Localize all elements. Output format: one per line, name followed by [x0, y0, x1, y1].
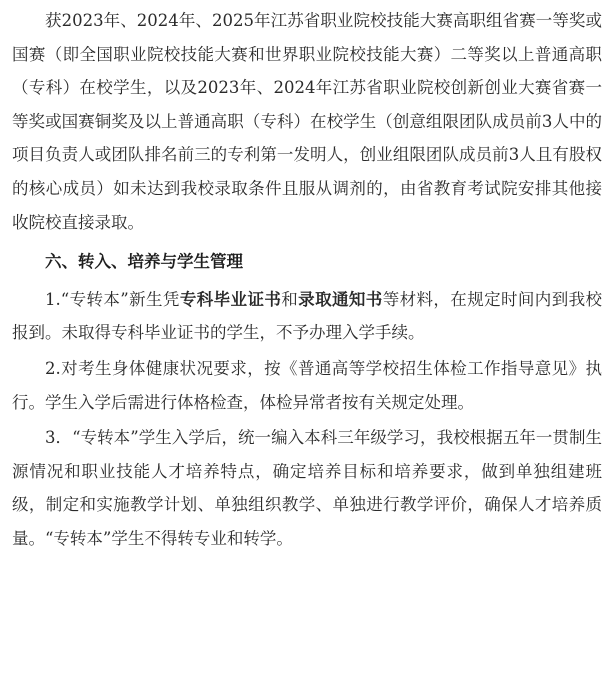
item-1-bold-admission-notice: 录取通知书	[298, 289, 383, 309]
item-2-paragraph: 2.对考生身体健康状况要求，按《普通高等学校招生体检工作指导意见》执行。学生入学后需进行体格检查，体检异常者按有关规定处理。	[12, 358, 602, 412]
item-1-prefix: 1.“专转本”新生凭	[45, 289, 180, 309]
item-1-mid: 和	[281, 289, 299, 309]
intro-paragraph: 获2023年、2024年、2025年江苏省职业院校技能大赛高职组省赛一等奖或国赛（即全国职业院校技能大赛和世界职业院校技能大赛）二等奖以上普通高职（专科）在校学生，以及2023年、2024年江苏省职业院校创新创业大赛省赛一等奖或国赛铜奖及以上普通高职（专科）在校学生（创意组限团队成员前3人中的项目负责人或团队排名前三的专利第一发明人，创业组限团队成员前3人且有股权的核心成员）如未达到我校录取条件且服从调剂的，由省教育考试院安排其他接收院校直接录取。	[12, 11, 602, 232]
item-3-paragraph: 3．“专转本”学生入学后，统一编入本科三年级学习，我校根据五年一贯制生源情况和职业技能人才培养特点，确定培养目标和培养要求，做到单独组建班级，制定和实施教学计划、单独组织教学、单独进行教学评价，确保人才培养质量。“专转本”学生不得转专业和转学。	[12, 428, 602, 548]
item-1-suffix: 等材料，在规定时间内到我校报到。未取得专科毕业证书的学生，不予办理入学手续。	[12, 289, 603, 343]
section-heading: 六、转入、培养与学生管理	[45, 252, 243, 272]
item-1-bold-graduation-certificate: 专科毕业证书	[179, 289, 282, 309]
item-1-paragraph	[12, 283, 602, 350]
